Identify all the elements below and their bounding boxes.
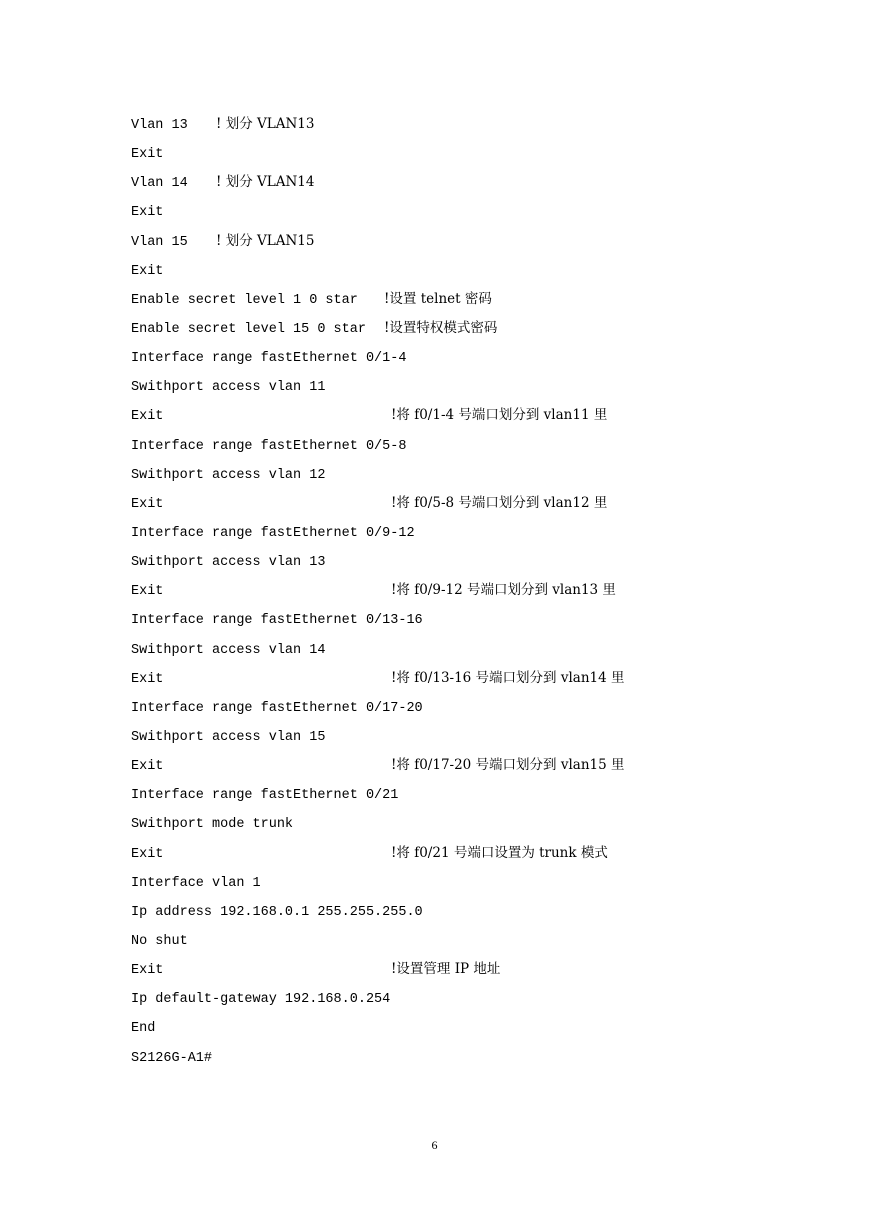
config-line bbox=[131, 751, 771, 780]
command-text: Interface range fastEthernet 0/17-20 bbox=[131, 700, 423, 716]
config-line bbox=[131, 635, 771, 664]
command-text: Exit bbox=[131, 263, 164, 279]
comment-text: !将 f0/21 号端口设置为 trunk 模式 bbox=[391, 844, 608, 861]
command-text: Exit bbox=[131, 409, 164, 425]
config-line bbox=[131, 460, 771, 489]
config-line bbox=[131, 984, 771, 1013]
command-text: S2126G-A1# bbox=[131, 1050, 213, 1066]
config-line bbox=[131, 1043, 771, 1072]
config-line bbox=[131, 547, 771, 576]
comment-text: ! 划分 VLAN13 bbox=[216, 116, 315, 132]
command-text: Exit bbox=[131, 759, 164, 775]
config-line bbox=[131, 1013, 771, 1042]
config-line bbox=[131, 314, 771, 343]
config-line bbox=[131, 605, 771, 634]
comment-text: !设置特权模式密码 bbox=[384, 319, 498, 336]
config-line bbox=[131, 489, 771, 518]
config-line bbox=[131, 285, 771, 314]
comment-text: !将 f0/9-12 号端口划分到 vlan13 里 bbox=[391, 582, 616, 599]
command-text: Interface range fastEthernet 0/21 bbox=[131, 788, 399, 804]
command-text: Exit bbox=[131, 846, 164, 862]
command-text: Swithport access vlan 13 bbox=[131, 555, 326, 571]
config-line bbox=[131, 431, 771, 460]
command-text: Swithport mode trunk bbox=[131, 817, 294, 833]
command-text: Interface vlan 1 bbox=[131, 875, 261, 891]
comment-text: !将 f0/1-4 号端口划分到 vlan11 里 bbox=[391, 407, 608, 424]
command-text: Ip default-gateway 192.168.0.254 bbox=[131, 992, 391, 1008]
command-text: Interface range fastEthernet 0/5-8 bbox=[131, 438, 407, 454]
command-text: Exit bbox=[131, 963, 164, 979]
command-text: Exit bbox=[131, 205, 164, 221]
command-text: Swithport access vlan 11 bbox=[131, 380, 326, 396]
config-line bbox=[131, 343, 771, 372]
command-text: Swithport access vlan 14 bbox=[131, 642, 326, 658]
config-line bbox=[131, 110, 771, 139]
command-text: Swithport access vlan 12 bbox=[131, 467, 326, 483]
command-text: Vlan 13 bbox=[131, 118, 188, 133]
comment-text: ! 划分 VLAN15 bbox=[216, 232, 315, 249]
command-text: Swithport access vlan 15 bbox=[131, 729, 326, 745]
config-line bbox=[131, 955, 771, 984]
comment-text: !将 f0/5-8 号端口划分到 vlan12 里 bbox=[391, 494, 608, 511]
config-line bbox=[131, 693, 771, 722]
command-text: Enable secret level 15 0 star bbox=[131, 321, 366, 337]
comment-text: !设置 telnet 密码 bbox=[384, 290, 492, 307]
config-line bbox=[131, 401, 771, 430]
command-text: Exit bbox=[131, 584, 164, 600]
config-line bbox=[131, 722, 771, 751]
config-line bbox=[131, 372, 771, 401]
command-text: Vlan 15 bbox=[131, 234, 188, 250]
config-line bbox=[131, 139, 771, 168]
config-line bbox=[131, 197, 771, 226]
config-line bbox=[131, 664, 771, 693]
config-line bbox=[131, 256, 771, 285]
config-line bbox=[131, 576, 771, 605]
config-line bbox=[131, 926, 771, 955]
command-text: Interface range fastEthernet 0/13-16 bbox=[131, 613, 423, 629]
command-text: Exit bbox=[131, 496, 164, 512]
command-text: Ip address 192.168.0.1 255.255.255.0 bbox=[131, 904, 423, 920]
comment-text: !将 f0/17-20 号端口划分到 vlan15 里 bbox=[391, 757, 625, 774]
config-line bbox=[131, 839, 771, 868]
page-number: 6 bbox=[431, 1138, 438, 1152]
comment-text: !设置管理 IP 地址 bbox=[391, 961, 501, 978]
command-text: Enable secret level 1 0 star bbox=[131, 292, 358, 308]
command-text: End bbox=[131, 1021, 156, 1037]
config-listing bbox=[131, 110, 771, 1072]
config-line bbox=[131, 518, 771, 547]
command-text: Exit bbox=[131, 147, 164, 163]
command-text: Interface range fastEthernet 0/9-12 bbox=[131, 525, 415, 541]
config-line bbox=[131, 868, 771, 897]
comment-text: ! 划分 VLAN14 bbox=[216, 174, 315, 191]
comment-text: !将 f0/13-16 号端口划分到 vlan14 里 bbox=[391, 669, 625, 686]
config-line bbox=[131, 897, 771, 926]
config-line bbox=[131, 809, 771, 838]
command-text: No shut bbox=[131, 933, 188, 949]
config-line bbox=[131, 780, 771, 809]
command-text: Interface range fastEthernet 0/1-4 bbox=[131, 351, 407, 367]
config-line bbox=[131, 227, 771, 256]
config-line bbox=[131, 168, 771, 197]
command-text: Vlan 14 bbox=[131, 176, 188, 192]
command-text: Exit bbox=[131, 671, 164, 687]
